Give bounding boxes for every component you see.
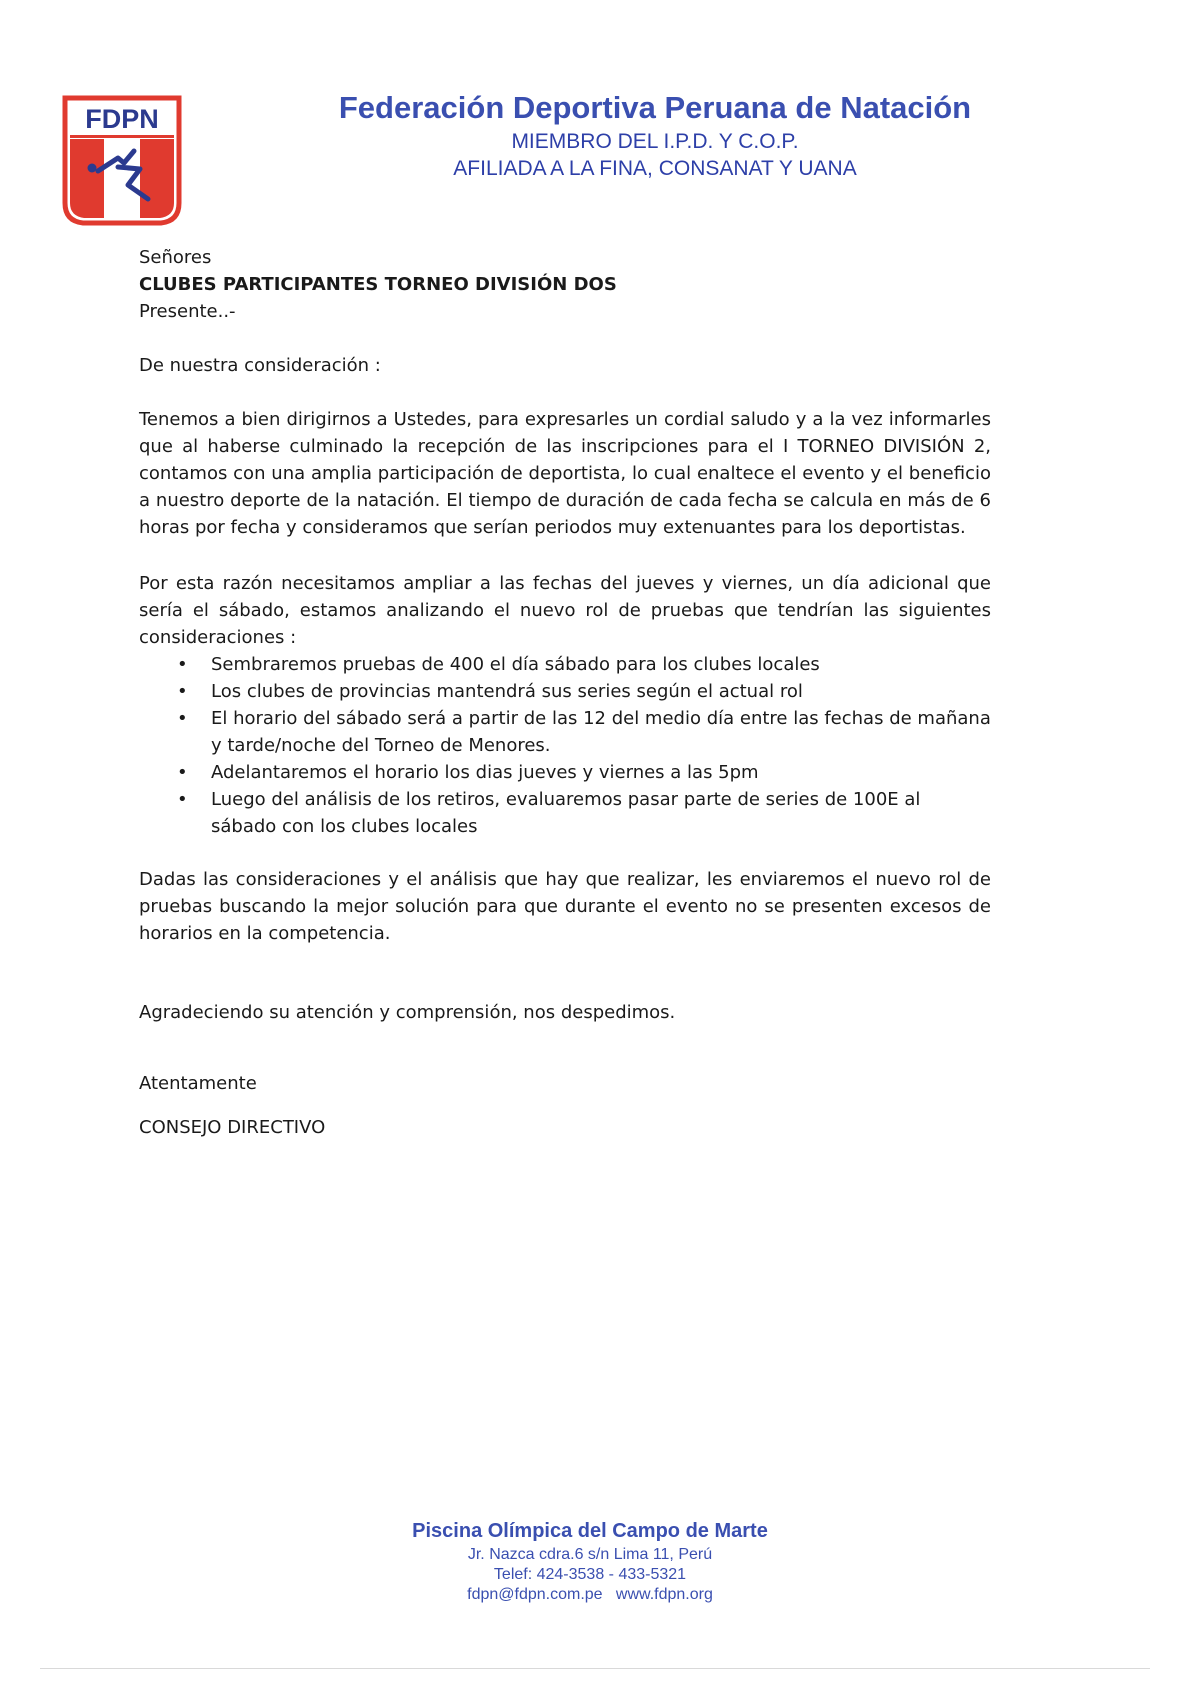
closing-line: Agradeciendo su atención y comprensión, nos despedimos. — [139, 1002, 676, 1023]
list-item: • El horario del sábado será a partir de las 12 del medio día entre las fechas de mañana y tarde/noche del Torneo de Menores. — [211, 705, 991, 759]
considerations-list — [139, 651, 991, 840]
federation-title: Federación Deportiva Peruana de Natación — [338, 90, 972, 125]
paragraph-2: Por esta razón necesitamos ampliar a las fechas del jueves y viernes, un día adicional que sería el sábado, estamos analizando el nuevo rol de pruebas que tendrían las siguientes consideraciones : — [139, 573, 991, 648]
fdpn-shield-icon — [62, 95, 182, 231]
affiliation-line: AFILIADA A LA FINA, CONSANAT Y UANA — [453, 157, 857, 180]
footer-title: Piscina Olímpica del Campo de Marte — [412, 1520, 768, 1542]
sign-off: Atentamente — [139, 1073, 257, 1094]
paragraph-3: Dadas las consideraciones y el análisis que hay que realizar, les enviaremos el nuevo rol de pruebas buscando la mejor solución para que durante el evento no se presenten excesos de horarios en la competencia. — [139, 869, 991, 944]
list-item: • Luego del análisis de los retiros, evaluaremos pasar parte de series de 100E al sábado con los clubes locales — [211, 786, 991, 840]
letter-footer — [390, 1517, 790, 1605]
paragraph-1: Tenemos a bien dirigirnos a Ustedes, para expresarles un cordial saludo y a la vez informarles que al haberse culminado la recepción de las inscripciones para el I TORNEO DIVISIÓN 2, contamos con una amplia participación de deportista, lo cual enaltece el evento y el beneficio a nuestro deporte de la natación. El tiempo de duración de cada fecha se calcula en más de 6 horas por fecha y consideramos que serían periodos muy extenuantes para los deportistas. — [139, 409, 991, 538]
opening-line: De nuestra consideración : — [139, 355, 381, 376]
list-item: • Adelantaremos el horario los dias jueves y viernes a las 5pm — [211, 759, 991, 786]
recipient: CLUBES PARTICIPANTES TORNEO DIVISIÓN DOS — [139, 274, 617, 295]
logo-text: FDPN — [85, 104, 159, 134]
signatory: CONSEJO DIRECTIVO — [139, 1117, 326, 1138]
membership-line: MIEMBRO DEL I.P.D. Y C.O.P. — [511, 130, 799, 153]
list-item: • Sembraremos pruebas de 400 el día sábado para los clubes locales — [211, 651, 991, 678]
footer-contact: fdpn@fdpn.com.pe www.fdpn.org — [467, 1586, 713, 1603]
letter-body — [139, 244, 991, 1141]
presente-line: Presente..- — [139, 301, 236, 322]
list-item: • Los clubes de provincias mantendrá sus series según el actual rol — [211, 678, 991, 705]
letterhead — [280, 88, 1030, 182]
page-bottom-rule — [40, 1668, 1150, 1669]
salutation: Señores — [139, 247, 212, 268]
fdpn-logo — [62, 95, 182, 231]
footer-phone: Telef: 424-3538 - 433-5321 — [493, 1566, 687, 1583]
footer-address: Jr. Nazca cdra.6 s/n Lima 11, Perú — [467, 1546, 713, 1563]
